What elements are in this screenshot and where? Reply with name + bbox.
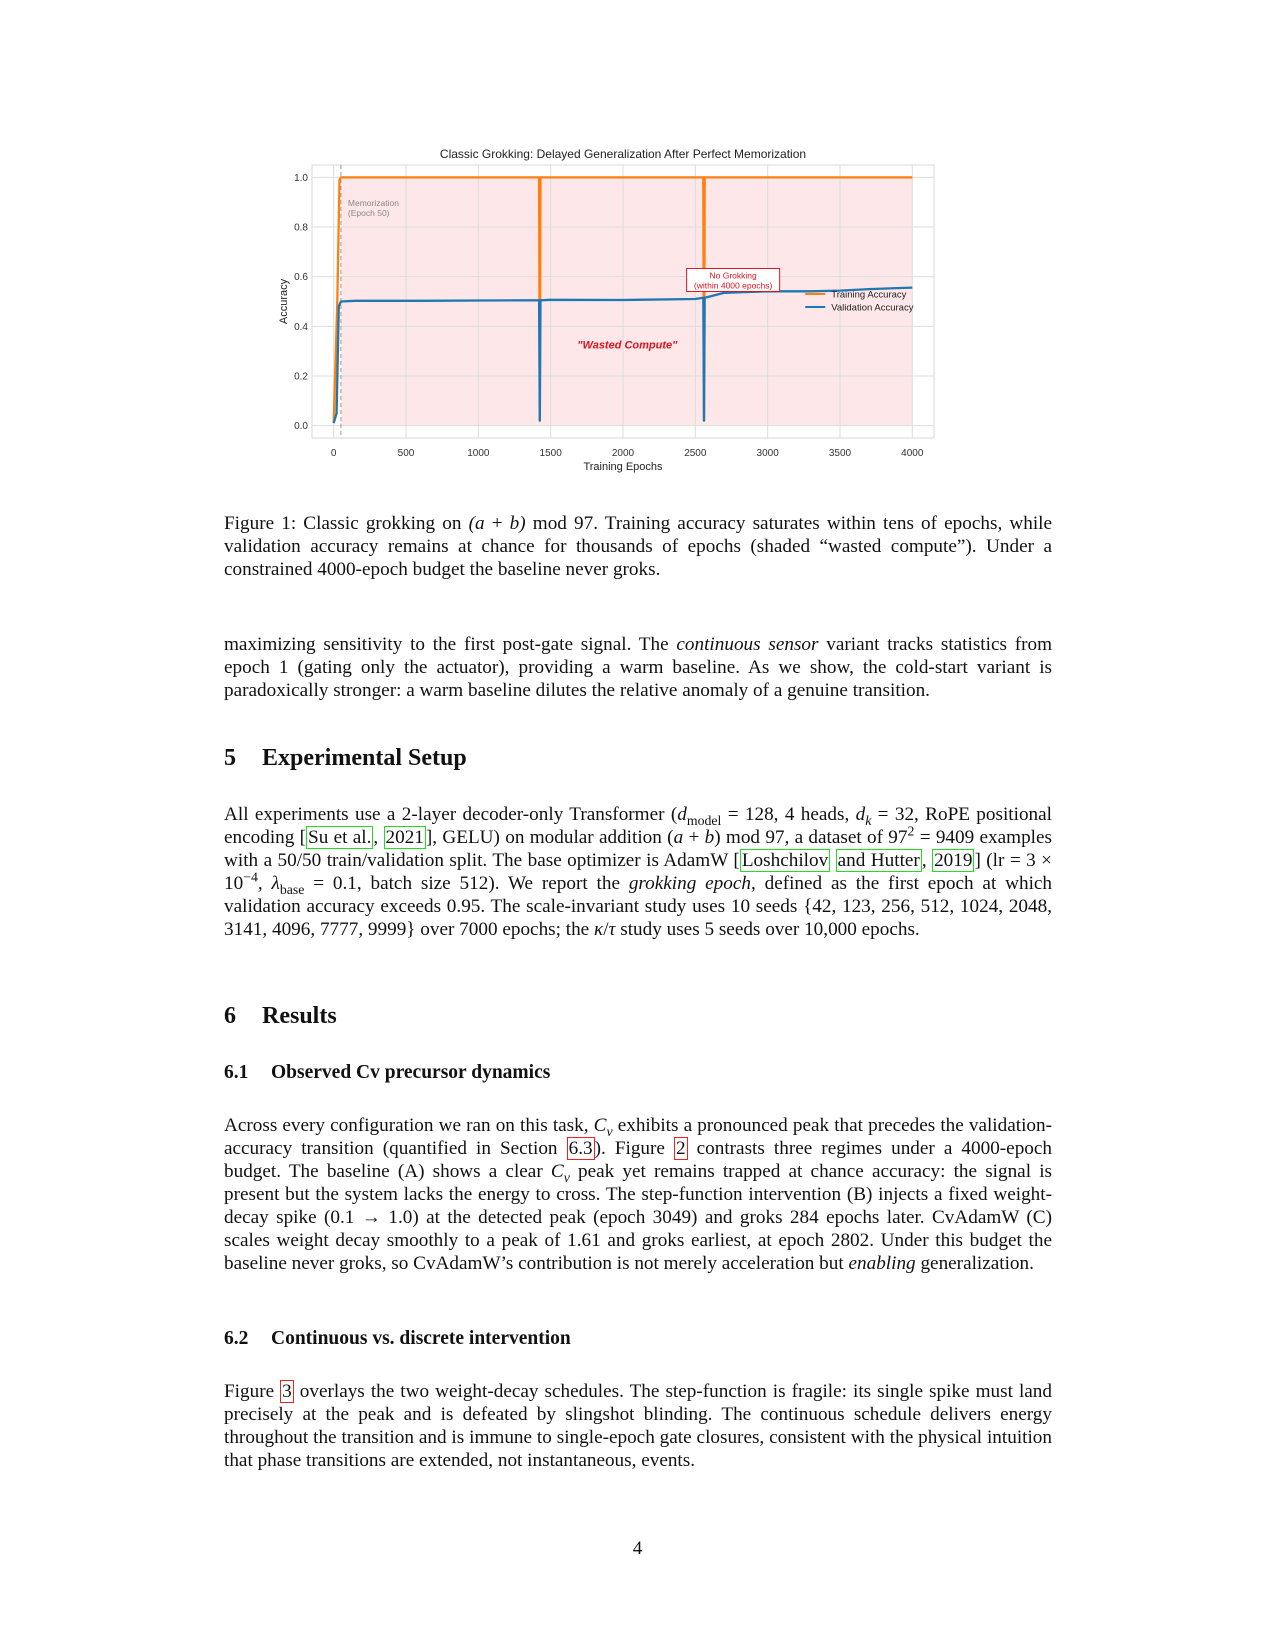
citation-loshchilov[interactable]: Loshchilov	[741, 850, 829, 871]
figure-ref-3[interactable]: 3	[282, 1381, 292, 1402]
x-tick-label: 2500	[684, 448, 707, 459]
legend-label: Validation Accuracy	[831, 302, 914, 314]
section-5-number: 5	[224, 745, 236, 771]
memorization-annotation: Memorization	[347, 198, 399, 209]
x-tick-label: 1500	[539, 448, 562, 459]
y-tick-label: 0.8	[294, 222, 308, 234]
citation-su-year[interactable]: 2021	[385, 827, 424, 848]
section-5-heading	[224, 745, 467, 772]
citation-loshchilov-2[interactable]: and Hutter	[837, 850, 920, 871]
section-6-2-number: 6.2	[224, 1328, 249, 1349]
section-6-1-heading	[224, 1062, 550, 1084]
paragraph-experimental-setup: All experiments use a 2-layer decoder-only Transformer ($d_{model} = 128$, 4 heads, $d_k = 32$, RoPE positional encoding [ Su et al. , 2021 ], GELU) on modular addition (a + b) mod 97, a dataset of $97^2 = 9409$ examples with a 50/50 train/validation split. The base optimizer is AdamW [ Loshchilov and Hutter , 2019 ] ($lr = 3 \times 10^{-4}$, $\lambda_{base} = 0.1$, batch size 512). We report the grokking epoch, defined as the first epoch at which validation accuracy exceeds 0.95. The scale-invariant study uses 10 seeds {42, 123, 256, 512, 1024, 2048, 3141, 4096, 7777, 9999} over 7000 epochs; the κ/τ study uses 5 seeds over 10,000 epochs.	[224, 804, 1053, 940]
section-5-title: Experimental Setup	[262, 745, 467, 771]
figure-ref-2[interactable]: 2	[675, 1138, 686, 1159]
section-6-1-title: Observed Cv precursor dynamics	[271, 1062, 551, 1083]
section-6-title: Results	[262, 1003, 337, 1029]
x-axis-label: Training Epochs	[583, 461, 663, 473]
section-6-2-heading	[224, 1328, 571, 1350]
x-tick-label: 500	[397, 448, 415, 459]
y-tick-label: 0.2	[294, 371, 308, 383]
chart-title: Classic Grokking: Delayed Generalization After Perfect Memorization	[439, 147, 807, 161]
citation-su[interactable]: Su et al.	[308, 827, 372, 848]
x-tick-label: 2000	[611, 448, 635, 459]
legend-label: Training Accuracy	[831, 289, 907, 301]
section-6-number: 6	[224, 1003, 236, 1029]
figure-1	[270, 143, 970, 478]
paragraph-cv-precursor: Across every configuration we ran on this task, $C_v$ exhibits a pronounced peak that precedes the validation-accuracy transition (quantified in Section 6.3 ). Figure 2 contrasts three regimes under a 4000-epoch budget. The baseline (A) shows a clear $C_v$ peak yet remains trapped at chance accuracy: the signal is present but the system lacks the energy to cross. The step-function intervention (B) injects a fixed weight-decay spike (0.1 → 1.0) at the detected peak (epoch 3049) and groks 284 epochs later. CvAdamW (C) scales weight decay smoothly to a peak of 1.61 and groks earliest, at epoch 2802. Under this budget the baseline never groks, so CvAdamW’s contribution is not merely acceleration but enabling generalization.	[224, 1115, 1052, 1274]
wasted-compute-label: "Wasted Compute"	[577, 339, 678, 352]
x-tick-label: 1000	[467, 448, 490, 459]
no-grokking-sublabel: (within 4000 epochs)	[693, 280, 773, 291]
x-tick-label: 4000	[901, 448, 924, 459]
x-tick-label: 0	[330, 448, 337, 459]
paragraph-continuation: maximizing sensitivity to the first post-gate signal. The continuous sensor variant tracks statistics from epoch 1 (gating only the actuator), providing a warm baseline. As we show, the cold-start variant is paradoxically stronger: a warm baseline dilutes the relative anomaly of a genuine transition.	[224, 634, 1052, 701]
y-tick-label: 0.4	[294, 321, 308, 333]
page-number: 4	[632, 1538, 643, 1559]
y-tick-label: 1.0	[294, 172, 308, 184]
section-ref-6-3[interactable]: 6.3	[568, 1138, 593, 1159]
grokking-chart	[270, 143, 970, 473]
y-axis-label: Accuracy	[278, 278, 290, 325]
y-tick-label: 0.6	[294, 272, 308, 284]
x-tick-label: 3000	[756, 448, 779, 459]
y-tick-label: 0.0	[294, 421, 308, 433]
paragraph-continuous-vs-discrete: Figure 3 overlays the two weight-decay schedules. The step-function is fragile: its single spike must land precisely at the peak and is defeated by slingshot blinding. The continuous schedule delivers energy throughout the transition and is immune to single-epoch gate closures, consistent with the physical intuition that phase transitions are extended, not instantaneous, events.	[224, 1381, 1052, 1471]
x-tick-label: 3500	[828, 448, 852, 459]
memorization-annotation-epoch: (Epoch 50)	[347, 208, 390, 219]
no-grokking-label: No Grokking	[709, 270, 757, 281]
section-6-1-number: 6.1	[224, 1062, 249, 1083]
section-6-2-title: Continuous vs. discrete intervention	[271, 1328, 571, 1349]
section-6-heading	[224, 1003, 337, 1030]
citation-loshchilov-year[interactable]: 2019	[934, 850, 973, 871]
figure-caption: Figure 1: Classic grokking on (a + b) mod 97. Training accuracy saturates within tens of epochs, while validation accuracy remains at chance for thousands of epochs (shaded “wasted compute”). Under a constrained 4000-epoch budget the baseline never groks.	[224, 513, 1053, 580]
